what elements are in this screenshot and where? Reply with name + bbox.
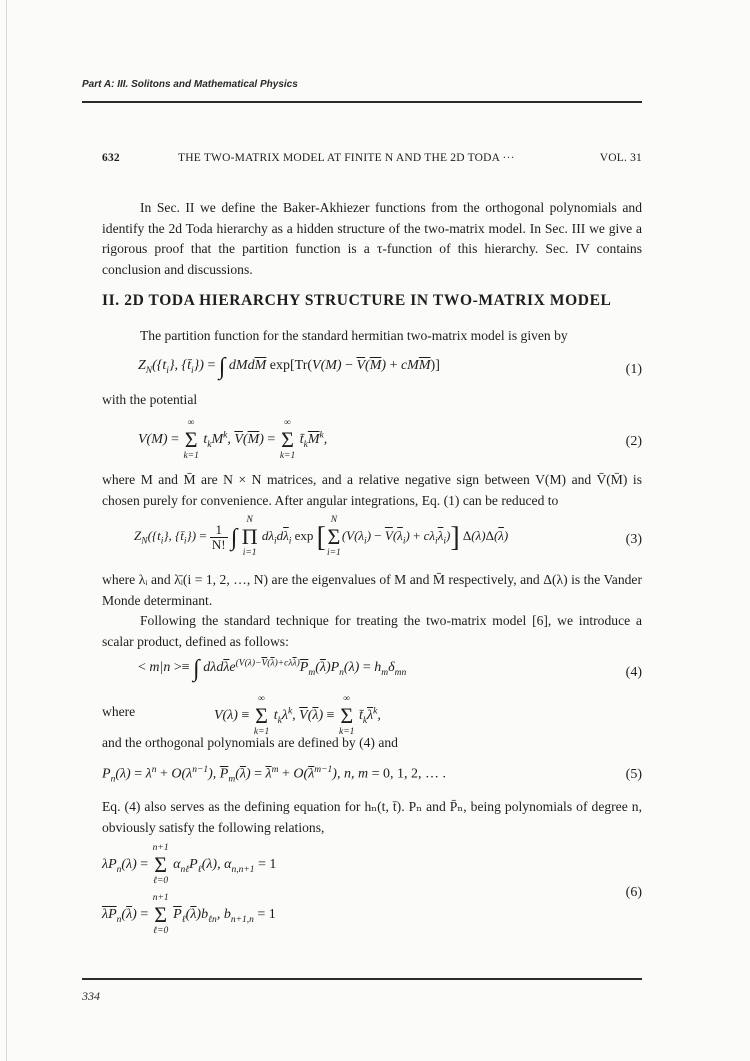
section-heading: II. 2D TODA HIERARCHY STRUCTURE IN TWO-MATRIX MODEL xyxy=(102,292,612,309)
where-definition xyxy=(102,694,642,738)
paragraph-partition: The partition function for the standard hermitian two-matrix model is given by xyxy=(140,328,568,343)
volume-label: VOL. 31 xyxy=(599,152,642,164)
equation-6-number: (6) xyxy=(625,885,642,900)
equation-6 xyxy=(102,843,642,938)
equation-3-body: $Z_N(\{t_i\}$, $\{t̄_i\}$) = $\frac{1}{N!}$ ∫ N Π i=1 $d\lambda_id\overline{\lambda}_i$ exp [ N Σ i=1 $(V(\lambda_i) - \overline{V}(\overline{\lambda}_i) + c\lambda_i\overline{\lambda}_i)$] $\Delta(\lambda)\Delta(\overline{\lambda})$ xyxy=(134,515,509,558)
equation-2-number: (2) xyxy=(625,434,642,449)
equation-4-body: < m|n >≡ ∫ $d\lambda d\overline{\lambda}e^{(V(\lambda)-\overline{V}(\overline{\lambda})+c\lambda\overline{\lambda})}\overline{P}_m(\overline{\lambda})P_n(\lambda) = h_m\delta_{mn}$ xyxy=(138,656,407,682)
where-label: where xyxy=(102,704,136,719)
paragraph-orthogonal: and the orthogonal polynomials are defined by (4) and xyxy=(102,735,398,750)
equation-2-body: V(M) = ∞ Σ k=1 $t_kM^k$, $\overline{V}(\overline{M})$ = ∞ Σ k=1 $t̄_k\overline{M}^k$, xyxy=(138,418,328,461)
equation-4-number: (4) xyxy=(625,665,642,680)
equation-5-number: (5) xyxy=(625,767,642,782)
top-rule xyxy=(82,101,642,103)
equation-1 xyxy=(102,354,642,384)
paragraph-potential: with the potential xyxy=(102,392,198,407)
equation-6-line-1: $\lambda P_n(\lambda)$ = n+1 Σ ℓ=0 $\alpha_{n\ell}P_\ell(\lambda)$, $\alpha_{n,n+1} = 1$ xyxy=(102,843,277,886)
equation-3-number: (3) xyxy=(625,532,642,547)
equation-4 xyxy=(102,656,642,688)
equation-3 xyxy=(102,515,642,565)
paragraph-scalar-product: Following the standard technique for treating the two-matrix model [6], we introduce a scalar product, defined as follows: xyxy=(102,613,642,649)
paragraph-eigenvalues: where λᵢ and λ̄ᵢ(i = 1, 2, …, N) are the eigenvalues of M and M̄ respectively, and Δ(λ) is the Vander Monde determinant. xyxy=(102,572,642,608)
equation-5 xyxy=(102,765,642,789)
intro-paragraph: In Sec. II we define the Baker-Akhiezer functions from the orthogonal polynomials and identify the 2d Toda hierarchy as a hidden structure of the two-matrix model. In Sec. III we give a rigorous proof that the partition function is a τ-function of this hierarchy. Sec. IV contains conclusion and discussions. xyxy=(102,200,642,277)
page-number: 632 xyxy=(102,152,120,164)
footer-page-number: 334 xyxy=(82,989,100,1003)
scan-edge-line xyxy=(6,0,7,1061)
equation-5-body: $P_n(\lambda) = \lambda^n + O(\lambda^{n-1})$, $\overline{P}_m(\overline{\lambda}) = \overline{\lambda}^m + O(\overline{\lambda}^{m-1})$, n, m = 0, 1, 2, … . xyxy=(102,765,446,785)
header-title: THE TWO-MATRIX MODEL AT FINITE N AND THE 2D TODA ··· xyxy=(178,152,515,164)
where-definition-body: V(λ) ≡ ∞ Σ k=1 $t_k\lambda^k$, $\overline{V}(\overline{\lambda})$ ≡ ∞ Σ k=1 $t̄_k\overline{\lambda}^k$, xyxy=(214,694,381,737)
paragraph-matrices: where M and M̄ are N × N matrices, and a relative negative sign between V(M) and V̄(M̄) is chosen purely for convenience. After angular integrations, Eq. (1) can be reduced to xyxy=(102,472,642,508)
equation-1-body: $Z_N(\{t_i\}$, $\{t̄_i\}$) = ∫ $dMd\overline{M}$ $\exp[Tr(V(M) - \overline{V}(\overline{M}) + cM\overline{M})]$ xyxy=(138,354,440,380)
bottom-rule xyxy=(82,978,642,980)
running-head: Part A: III. Solitons and Mathematical Physics xyxy=(82,79,298,90)
paragraph-relations: Eq. (4) also serves as the defining equation for hₙ(t, t̄). Pₙ and P̄ₙ, being polynomials of degree n, obviously satisfy the following relations, xyxy=(102,799,642,835)
equation-2 xyxy=(102,418,642,466)
equation-6-line-2: $\overline{\lambda}\overline{P}_n(\overline{\lambda})$ = n+1 Σ ℓ=0 $\overline{P}_\ell(\overline{\lambda})b_{\ell n}$, $b_{n+1,n} = 1$ xyxy=(102,893,276,936)
equation-1-number: (1) xyxy=(625,362,642,377)
